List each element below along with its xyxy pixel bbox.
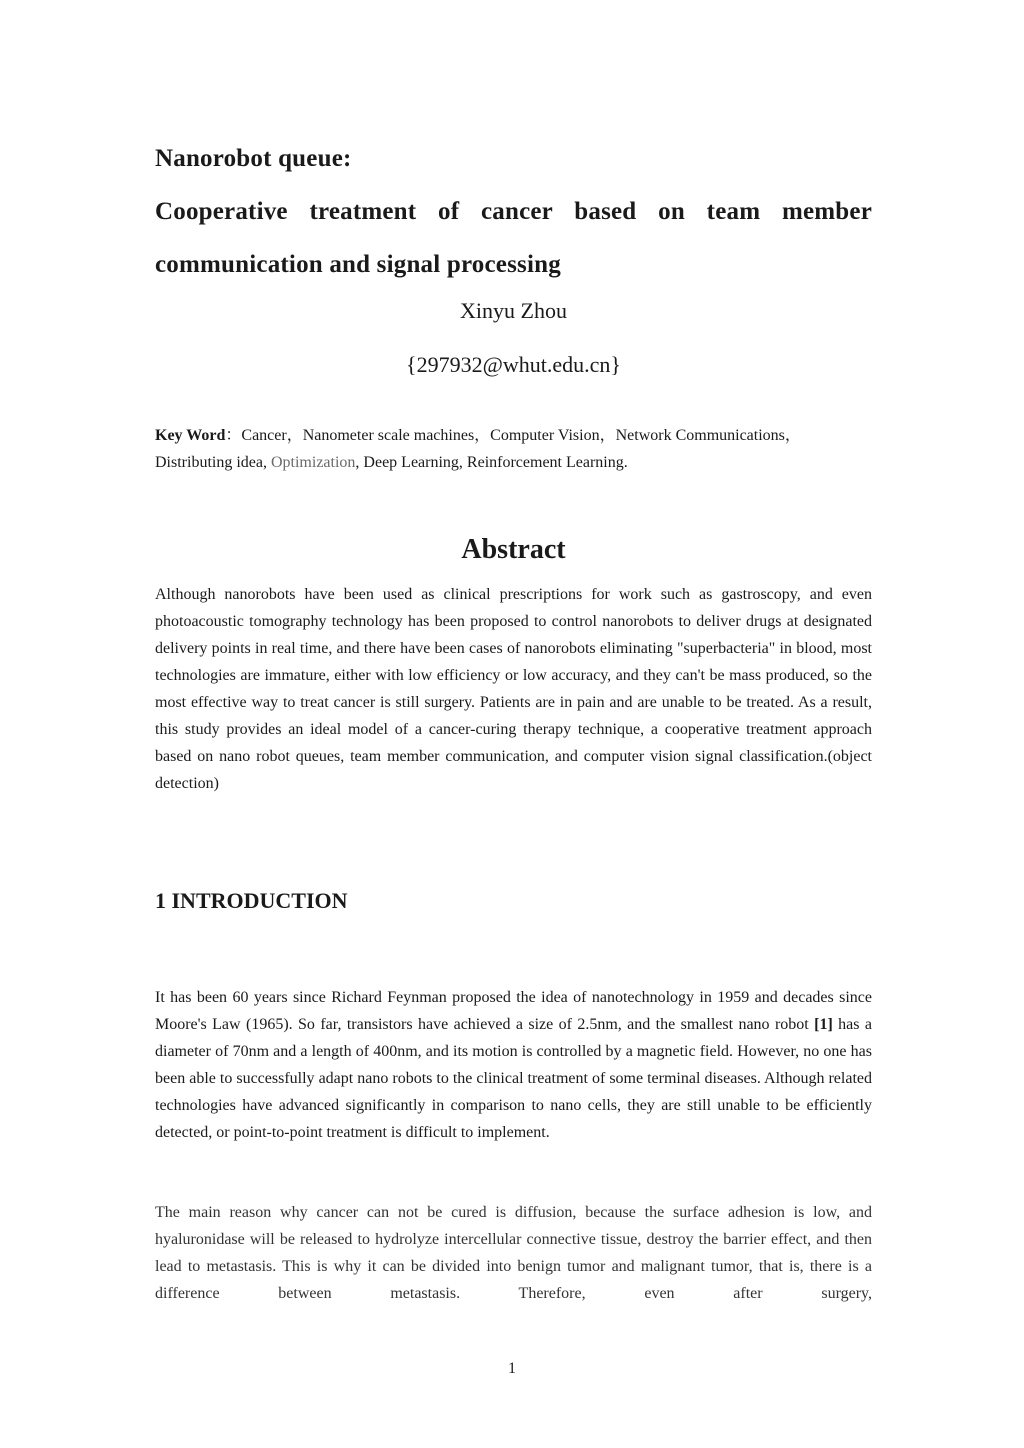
intro-paragraph-1 xyxy=(155,984,872,1146)
intro-paragraph-1-text: It has been 60 years since Richard Feynman proposed the idea of nanotechnology in 1959 and decades since Moore's Law (1965). So far, transistors have achieved a size of 2.5nm, and the smallest nano robot xyxy=(155,989,872,1033)
author-name: Xinyu Zhou xyxy=(460,298,567,323)
section-heading-introduction: 1 INTRODUCTION xyxy=(155,888,348,913)
keywords-list: Cancer，Nanometer scale machines，Computer Vision，Network Communications，Distributing idea, xyxy=(155,427,801,471)
abstract-text: Although nanorobots have been used as clinical prescriptions for work such as gastroscopy, and even photoacoustic tomography technology has been proposed to control nanorobots to deliver drugs at designated delivery points in real time, and there have been cases of nanorobots eliminating "superbacteria" in blood, most technologies are immature, either with low efficiency or low accuracy, and they can't be mass produced, so the most effective way to treat cancer is still surgery. Patients are in pain and are unable to be treated. As a result, this study provides an ideal model of a cancer-curing therapy technique, a cooperative treatment approach based on nano robot queues, team member communication, and computer vision signal classification.(object detection) xyxy=(155,586,872,792)
paper-title xyxy=(155,132,872,291)
keyword-optimization: Optimization xyxy=(270,454,356,471)
page-number: 1 xyxy=(508,1360,516,1377)
author-email: {297932@whut.edu.cn} xyxy=(406,352,621,377)
intro-paragraph-2 xyxy=(155,1199,872,1307)
title-line-3: communication and signal processing xyxy=(155,251,561,278)
intro-paragraph-2-text: The main reason why cancer can not be cured is diffusion, because the surface adhesion is low, and hyaluronidase will be released to hydrolyze intercellular connective tissue, destroy the barrier effect, and then lead to metastasis. This is why it can be divided into benign tumor and malignant tumor, that is, there is a difference between metastasis. Therefore, even after surgery, xyxy=(155,1204,872,1302)
keywords-label: Key Word xyxy=(155,427,226,444)
title-line-2: Cooperative treatment of cancer based on team member xyxy=(155,198,872,225)
title-line-1: Nanorobot queue: xyxy=(155,145,352,172)
keywords-list-end: , Deep Learning, Reinforcement Learning. xyxy=(355,454,628,471)
abstract-heading: Abstract xyxy=(461,534,566,565)
keywords-separator: ： xyxy=(225,427,242,444)
intro-paragraph-1-text-cont: has a diameter of 70nm and a length of 400nm, and its motion is controlled by a magnetic field. However, no one has been able to successfully adapt nano robots to the clinical treatment of some terminal diseases. Although related technologies have advanced significantly in comparison to nano cells, they are still unable to be efficiently detected, or point-to-point treatment is difficult to implement. xyxy=(155,1016,873,1141)
citation-ref-1[interactable]: [1] xyxy=(814,1016,833,1033)
keywords xyxy=(155,422,872,476)
